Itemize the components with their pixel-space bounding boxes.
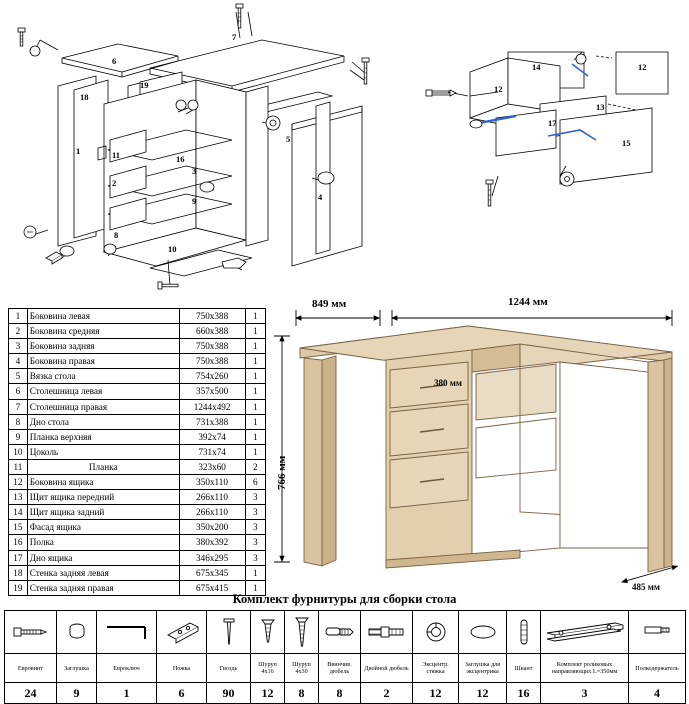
hardware-name-3: Ножка — [157, 654, 207, 683]
hardware-name-1: Заглушка — [57, 654, 97, 683]
double-dowel-icon — [361, 611, 413, 654]
part-dimension: 266x110 — [179, 490, 245, 505]
table-row — [9, 475, 266, 490]
part-quantity: 3 — [245, 535, 266, 550]
callout-8: 8 — [114, 230, 119, 240]
part-dimension: 350x110 — [179, 475, 245, 490]
hardware-qty-6: 8 — [285, 683, 319, 704]
callout-12-b: 12 — [494, 84, 503, 94]
dimension-label-1244: 1244 мм — [508, 296, 548, 308]
part-dimension: 323x60 — [179, 459, 245, 474]
part-number: 4 — [9, 354, 28, 369]
part-dimension: 660x388 — [179, 324, 245, 339]
part-quantity: 3 — [245, 490, 266, 505]
screw-4x30-icon — [285, 611, 319, 654]
part-quantity: 1 — [245, 429, 266, 444]
callout-3: 3 — [192, 166, 197, 176]
table-row — [9, 369, 266, 384]
part-name: Боковина ящика — [27, 475, 179, 490]
table-row — [9, 339, 266, 354]
callout-15: 15 — [622, 138, 631, 148]
hardware-qty-11: 16 — [507, 683, 541, 704]
part-number: 16 — [9, 535, 28, 550]
part-dimension: 675x415 — [179, 580, 245, 595]
part-quantity: 1 — [245, 384, 266, 399]
table-row — [9, 459, 266, 474]
part-name: Щит ящика передний — [27, 490, 179, 505]
part-dimension: 1244x492 — [179, 399, 245, 414]
callout-16: 16 — [176, 154, 185, 164]
hardware-name-6: Шуруп 4х30 — [285, 654, 319, 683]
callout-19: 19 — [140, 80, 149, 90]
euro-screw-icon — [5, 611, 57, 654]
callout-2: 2 — [112, 178, 117, 188]
shelf-support-icon — [629, 611, 686, 654]
part-name: Дно стола — [27, 414, 179, 429]
part-number: 5 — [9, 369, 28, 384]
callout-17: 17 — [548, 118, 557, 128]
foot-icon — [157, 611, 207, 654]
part-number: 15 — [9, 520, 28, 535]
hardware-qty-10: 12 — [459, 683, 507, 704]
callout-6: 6 — [112, 56, 117, 66]
part-number: 2 — [9, 324, 28, 339]
part-name: Боковина правая — [27, 354, 179, 369]
dimension-label-766: 766 мм — [276, 455, 288, 490]
part-dimension: 346x295 — [179, 550, 245, 565]
part-number: 19 — [9, 580, 28, 595]
table-row — [9, 490, 266, 505]
part-number: 14 — [9, 505, 28, 520]
part-name: Столешница правая — [27, 399, 179, 414]
part-name: Фасад ящика — [27, 520, 179, 535]
callout-14: 14 — [532, 62, 541, 72]
hardware-name-8: Двойной дюбель — [361, 654, 413, 683]
hardware-qty-0: 24 — [5, 683, 57, 704]
eccentric-cap-icon — [459, 611, 507, 654]
part-quantity: 6 — [245, 475, 266, 490]
callout-1: 1 — [76, 146, 81, 156]
screw-in-dowel-icon — [319, 611, 361, 654]
part-quantity: 1 — [245, 565, 266, 580]
hardware-kit-title: Комплект фурнитуры для сборки стола — [232, 592, 457, 606]
dowel-icon — [507, 611, 541, 654]
part-name: Вязка стола — [27, 369, 179, 384]
part-dimension: 754x260 — [179, 369, 245, 384]
part-number: 17 — [9, 550, 28, 565]
part-name: Цоколь — [27, 444, 179, 459]
hardware-name-10: Заглушка для эксцентрика — [459, 654, 507, 683]
part-quantity: 1 — [245, 324, 266, 339]
hardware-qty-4: 90 — [207, 683, 251, 704]
hardware-name-7: Ввинчив. дюбель — [319, 654, 361, 683]
hardware-name-11: Шкант — [507, 654, 541, 683]
part-name: Дно ящика — [27, 550, 179, 565]
part-quantity: 1 — [245, 354, 266, 369]
table-row — [9, 550, 266, 565]
table-row — [9, 384, 266, 399]
dimension-label-380: 380 мм — [434, 378, 463, 388]
table-row — [9, 535, 266, 550]
dimension-label-849: 849 мм — [312, 298, 347, 310]
part-number: 8 — [9, 414, 28, 429]
table-row — [9, 444, 266, 459]
part-number: 10 — [9, 444, 28, 459]
part-name: Боковина средняя — [27, 324, 179, 339]
part-name: Столешница левая — [27, 384, 179, 399]
hardware-qty-9: 12 — [413, 683, 459, 704]
hardware-qty-2: 1 — [97, 683, 157, 704]
table-row — [9, 399, 266, 414]
hardware-qty-3: 6 — [157, 683, 207, 704]
part-quantity: 3 — [245, 505, 266, 520]
part-dimension: 750x388 — [179, 354, 245, 369]
part-number: 18 — [9, 565, 28, 580]
part-number: 3 — [9, 339, 28, 354]
table-row — [9, 414, 266, 429]
part-name: Боковина задняя — [27, 339, 179, 354]
hardware-qty-7: 8 — [319, 683, 361, 704]
part-quantity: 1 — [245, 444, 266, 459]
part-dimension: 266x110 — [179, 505, 245, 520]
eccentric-tie-icon — [413, 611, 459, 654]
part-name: Щит ящика задний — [27, 505, 179, 520]
hardware-name-4: Гвоздь — [207, 654, 251, 683]
part-name: Планка — [27, 459, 179, 474]
parts-table-body — [9, 309, 266, 596]
part-number: 1 — [9, 309, 28, 324]
part-dimension: 380x392 — [179, 535, 245, 550]
part-dimension: 731x388 — [179, 414, 245, 429]
nail-icon — [207, 611, 251, 654]
callout-12-a: 12 — [638, 62, 647, 72]
part-number: 12 — [9, 475, 28, 490]
table-row — [9, 324, 266, 339]
callout-5: 5 — [286, 134, 291, 144]
hardware-name-5: Шуруп 4х16 — [251, 654, 285, 683]
part-quantity: 1 — [245, 414, 266, 429]
hardware-name-2: Евроключ — [97, 654, 157, 683]
part-dimension: 392x74 — [179, 429, 245, 444]
table-row — [9, 429, 266, 444]
part-quantity: 3 — [245, 520, 266, 535]
part-number: 13 — [9, 490, 28, 505]
hardware-qty-12: 3 — [541, 683, 629, 704]
hardware-qty-5: 12 — [251, 683, 285, 704]
screw-4x16-icon — [251, 611, 285, 654]
part-quantity: 2 — [245, 459, 266, 474]
part-name: Полка — [27, 535, 179, 550]
part-dimension: 357x500 — [179, 384, 245, 399]
part-dimension: 675x345 — [179, 565, 245, 580]
part-quantity: 1 — [245, 399, 266, 414]
part-number: 7 — [9, 399, 28, 414]
hardware-name-12: Комплект роликовых направляющих L=350мм — [541, 654, 629, 683]
part-number: 6 — [9, 384, 28, 399]
callout-18: 18 — [80, 92, 89, 102]
hardware-kit-table — [4, 610, 686, 704]
part-name: Стенка задняя левая — [27, 565, 179, 580]
part-dimension: 350x200 — [179, 520, 245, 535]
part-quantity: 1 — [245, 309, 266, 324]
part-name: Планка верхняя — [27, 429, 179, 444]
part-number: 9 — [9, 429, 28, 444]
part-dimension: 750x388 — [179, 339, 245, 354]
dimension-label-485: 485 мм — [632, 582, 661, 592]
table-row — [9, 505, 266, 520]
part-dimension: 731x74 — [179, 444, 245, 459]
hardware-name-0: Евровинт — [5, 654, 57, 683]
part-name: Боковина левая — [27, 309, 179, 324]
table-row — [9, 309, 266, 324]
hardware-qty-1: 9 — [57, 683, 97, 704]
hardware-qty-13: 4 — [629, 683, 686, 704]
hardware-name-13: Полкодержатель — [629, 654, 686, 683]
parts-table — [8, 308, 266, 596]
hardware-qty-8: 2 — [361, 683, 413, 704]
table-row — [9, 520, 266, 535]
part-dimension: 750x388 — [179, 309, 245, 324]
part-quantity: 1 — [245, 369, 266, 384]
part-quantity: 1 — [245, 339, 266, 354]
table-row — [9, 354, 266, 369]
callout-4: 4 — [318, 192, 323, 202]
callout-11: 11 — [112, 150, 121, 160]
callout-13: 13 — [596, 102, 605, 112]
euro-key-icon — [97, 611, 157, 654]
callout-10: 10 — [168, 244, 177, 254]
roller-guides-icon — [541, 611, 629, 654]
callout-9: 9 — [192, 196, 197, 206]
part-name: Стенка задняя правая — [27, 580, 179, 595]
part-quantity: 1 — [245, 580, 266, 595]
part-number: 11 — [9, 459, 28, 474]
part-quantity: 3 — [245, 550, 266, 565]
table-row — [9, 565, 266, 580]
callout-7: 7 — [232, 32, 237, 42]
hardware-name-9: Эксцентр. стяжка — [413, 654, 459, 683]
cap-icon — [57, 611, 97, 654]
